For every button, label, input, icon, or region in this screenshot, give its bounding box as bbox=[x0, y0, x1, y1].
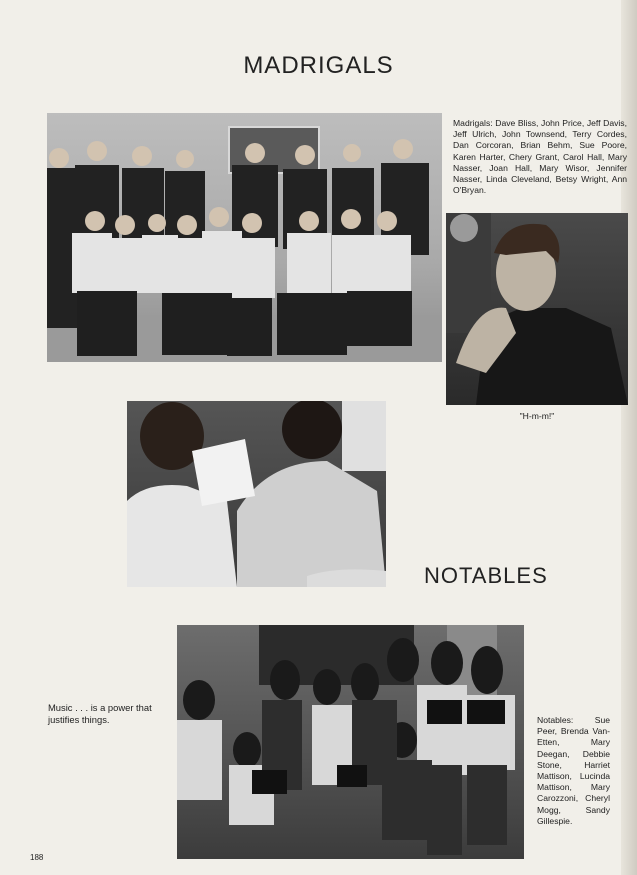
notables-group-photo bbox=[177, 625, 524, 859]
madrigals-group-photo bbox=[47, 113, 442, 362]
notables-caption: Notables: Sue Peer, Brenda Van-Etten, Mary Deegan, Debbie Stone, Harriet Mattison, Lucinda Mattison, Mary Carozzoni, Cheryl Mogg, Sandy Gillespie. bbox=[537, 715, 610, 826]
madrigals-caption: Madrigals: Dave Bliss, John Price, Jeff Davis, Jeff Ulrich, John Townsend, Terry Cordes, Dan Corcoran, Brian Behm, Sue Poore, Karen Harter, Chery Grant, Carol Hall, Mary Nasser, Joan Hall, Mary Wisor, Jennifer Nasser, Linda Cleveland, Betsy Wright, Ann O'Bryan. bbox=[453, 118, 627, 196]
thinking-student-photo bbox=[446, 213, 628, 405]
hmm-caption: "H-m-m!" bbox=[519, 411, 555, 421]
page-number: 188 bbox=[30, 853, 44, 862]
madrigals-heading: MADRIGALS bbox=[243, 52, 394, 79]
music-quote-caption: Music . . . is a power that justifies things. bbox=[48, 702, 152, 725]
notables-heading: NOTABLES bbox=[424, 563, 548, 588]
rehearsal-photo bbox=[127, 401, 386, 587]
